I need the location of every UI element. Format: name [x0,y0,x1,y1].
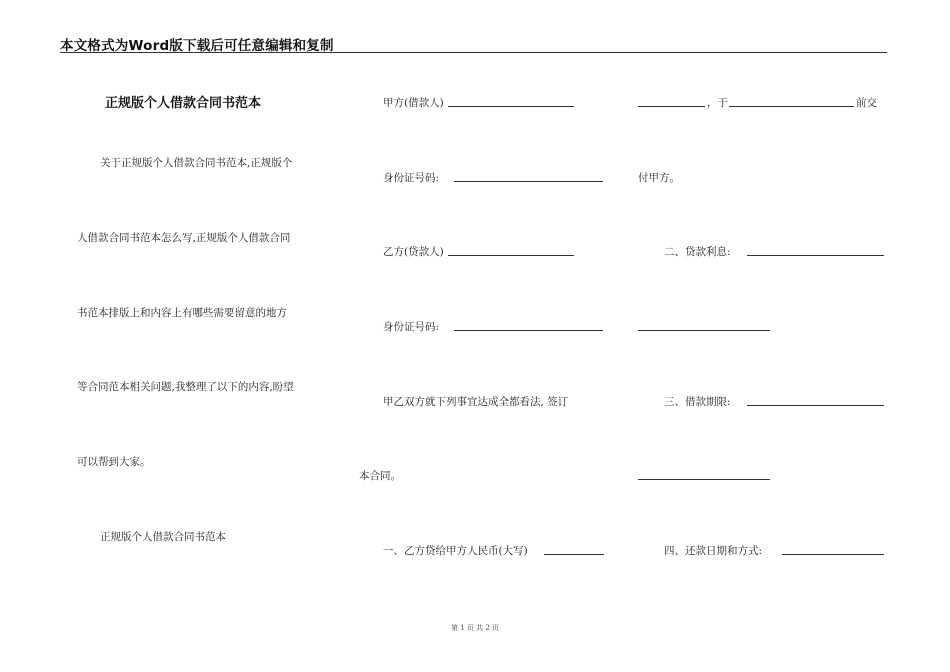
intro-line-4: 等合同范本相关问题,我整理了以下的内容,盼望 [77,381,294,393]
clause-4-blank [782,554,884,555]
date-prefix: ，于 [707,97,728,109]
clause-1-blank [544,554,604,555]
id-a-blank [454,181,603,182]
clause-3-label: 三、借款期限: [664,396,731,408]
delivery-line: 付甲方。 [638,172,680,184]
id-a-label: 身份证号码: [383,172,440,184]
clause-3-blank-2 [638,479,770,480]
intro-line-1: 关于正规版个人借款合同书范本,正规版个 [100,157,293,169]
clause-1-label: 一、乙方贷给甲方人民币(大写) [383,545,528,557]
delivery-before: 前交 [856,97,877,109]
intro-line-3: 书范本排版上和内容上有哪些需要留意的地方 [77,307,287,319]
id-b-blank [454,330,603,331]
party-b-label: 乙方(贷款人) [383,246,444,258]
clause-4-label: 四、还款日期和方式: [664,545,763,557]
agreement-line: 甲乙双方就下列事宜达成全都看法, 签订 [383,396,569,408]
clause-2-label: 二、贷款利息: [664,246,731,258]
date-blank [729,106,854,107]
document-banner: 本文格式为Word版下载后可任意编辑和复制 [60,38,334,54]
clause-2-blank-2 [638,330,770,331]
section-subtitle: 正规版个人借款合同书范本 [100,531,226,543]
party-a-blank [448,106,574,107]
intro-line-2: 人借款合同书范本怎么写,正规版个人借款合同 [77,232,291,244]
party-a-label: 甲方(借款人) [383,97,444,109]
clause-2-blank [747,255,884,256]
id-b-label: 身份证号码: [383,321,440,333]
clause-3-blank [747,405,884,406]
intro-line-5: 可以帮到大家。 [77,456,151,468]
document-title: 正规版个人借款合同书范本 [105,96,262,111]
page-number: 第 1 页 共 2 页 [450,624,500,632]
agreement-line-cont: 本合同。 [359,470,401,482]
party-b-blank [448,255,574,256]
header-divider [60,52,887,53]
amount-blank [638,106,705,107]
